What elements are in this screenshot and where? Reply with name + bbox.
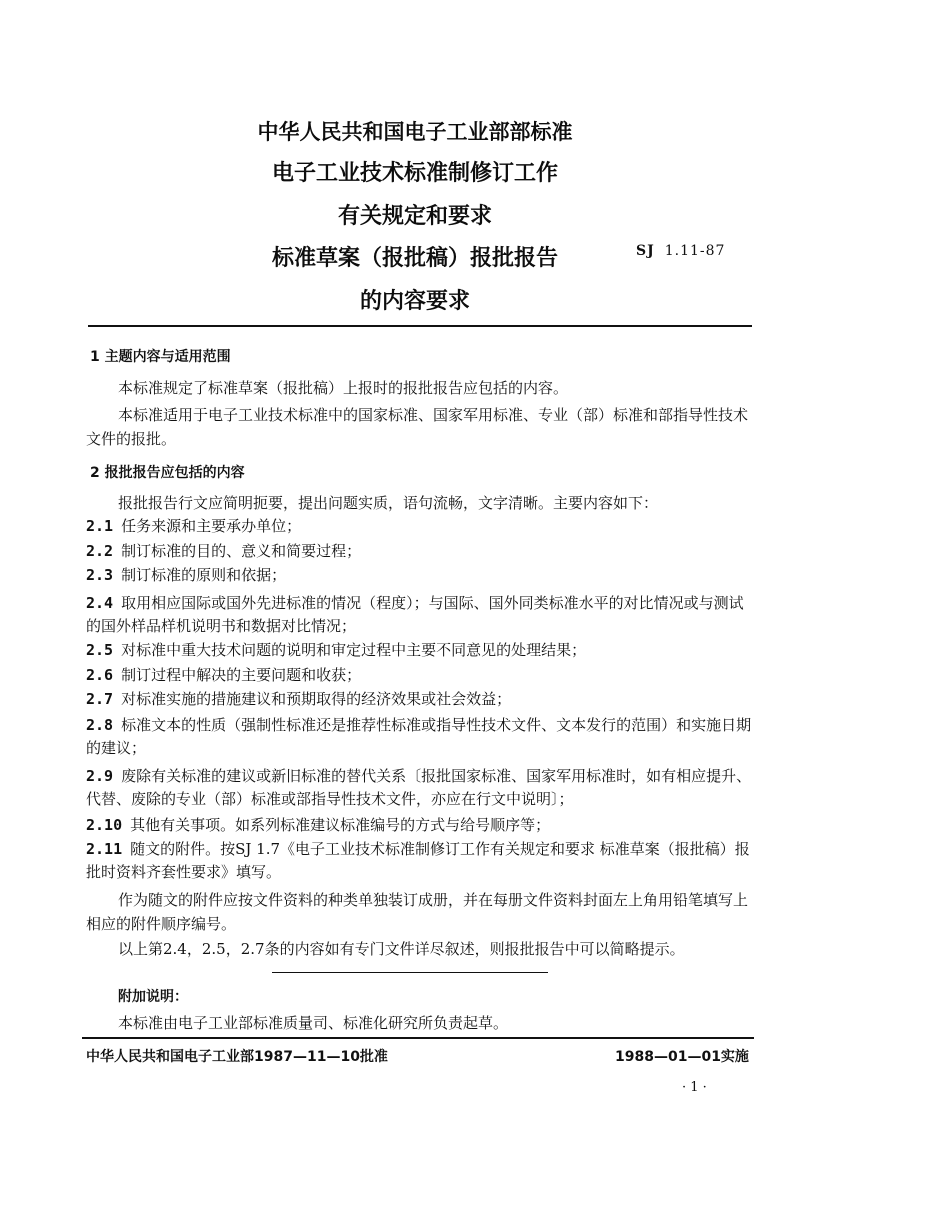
item-number: 2.1 [86,517,114,535]
list-item [86,714,758,760]
approval-date: 中华人民共和国电子工业部1987—11—10批准 [86,1049,388,1065]
item-text: 对标准中重大技术问题的说明和审定过程中主要不同意见的处理结果； [121,641,587,659]
header-rule [88,325,752,327]
item-text: 取用相应国际或国外先进标准的情况（程度）；与国际、国外同类标准水平的对比情况或与测试的国外样品样机说明书和数据对比情况； [86,594,744,635]
list-item [86,592,758,638]
summary-note: 以上第2.4，2.5，2.7条的内容如有专门文件详尽叙述，则报批报告中可以简略提示。 [118,940,685,958]
footer-rule [82,1037,754,1039]
item-number: 2.8 [86,716,114,734]
doc-title-line-3: 标准草案（报批稿）报批报告 [271,246,558,271]
list-item [86,515,758,538]
doc-title-line-4: 的内容要求 [359,289,470,314]
implementation-date: 1988—01—01实施 [615,1049,749,1065]
section-1-para-1: 本标准规定了标准草案（报批稿）上报时的报批报告应包括的内容。 [118,379,569,397]
standard-code-prefix: SJ [636,243,655,259]
list-item [86,688,758,711]
standard-code [636,243,725,259]
section-2-intro: 报批报告行文应简明扼要，提出问题实质，语句流畅，文字清晰。主要内容如下： [118,494,659,512]
item-text: 对标准实施的措施建议和预期取得的经济效果或社会效益； [121,690,512,708]
appendix-title: 附加说明： [118,989,188,1005]
item-text: 标准文本的性质（强制性标准还是推荐性标准或指导性技术文件、文本发行的范围）和实施日期的建议； [86,716,752,757]
item-number: 2.6 [86,666,114,684]
item-number: 2.2 [86,542,114,560]
item-number: 2.5 [86,641,114,659]
appendix-text: 本标准由电子工业部标准质量司、标准化研究所负责起草。 [118,1014,509,1032]
item-text: 随文的附件。按SJ 1.7《电子工业技术标准制修订工作有关规定和要求 标准草案（报批稿）报批时资料齐套性要求》填写。 [86,840,750,881]
doc-title-line-2: 有关规定和要求 [337,204,492,229]
list-item [86,639,758,662]
page-number: · 1 · [682,1080,707,1095]
list-item [86,765,758,811]
item-number: 2.7 [86,690,114,708]
section-1-para-2: 本标准适用于电子工业技术标准中的国家标准、国家军用标准、专业（部）标准和部指导性技术文件的报批。 [86,406,749,448]
item-number: 2.3 [86,566,114,584]
list-item [86,814,758,837]
item-text: 制订过程中解决的主要问题和收获； [121,666,362,684]
list-item [86,664,758,687]
issuer-title: 中华人民共和国电子工业部部标准 [257,120,573,144]
item-number: 2.10 [86,816,123,834]
item-number: 2.11 [86,840,123,858]
section-1-title: 1 主题内容与适用范围 [90,349,231,365]
section-2-title: 2 报批报告应包括的内容 [90,465,245,481]
standard-code-number: 1.11-87 [664,243,726,259]
attachment-note: 作为随文的附件应按文件资料的种类单独装订成册，并在每册文件资料封面左上角用铅笔填写上相应的附件顺序编号。 [86,891,749,933]
item-number: 2.9 [86,767,114,785]
item-text: 其他有关事项。如系列标准建议标准编号的方式与给号顺序等； [130,816,551,834]
list-item [86,540,758,563]
item-number: 2.4 [86,594,114,612]
list-item [86,564,758,587]
list-item [86,838,758,884]
item-text: 废除有关标准的建议或新旧标准的替代关系〔报批国家标准、国家军用标准时，如有相应提升、代替、废除的专业（部）标准或部指导性技术文件，亦应在行文中说明〕； [86,767,752,808]
item-text: 任务来源和主要承办单位； [121,517,302,535]
item-text: 制订标准的目的、意义和简要过程； [121,542,362,560]
doc-title-line-1: 电子工业技术标准制修订工作 [271,161,558,186]
item-text: 制订标准的原则和依据； [121,566,287,584]
appendix-rule [272,972,548,973]
